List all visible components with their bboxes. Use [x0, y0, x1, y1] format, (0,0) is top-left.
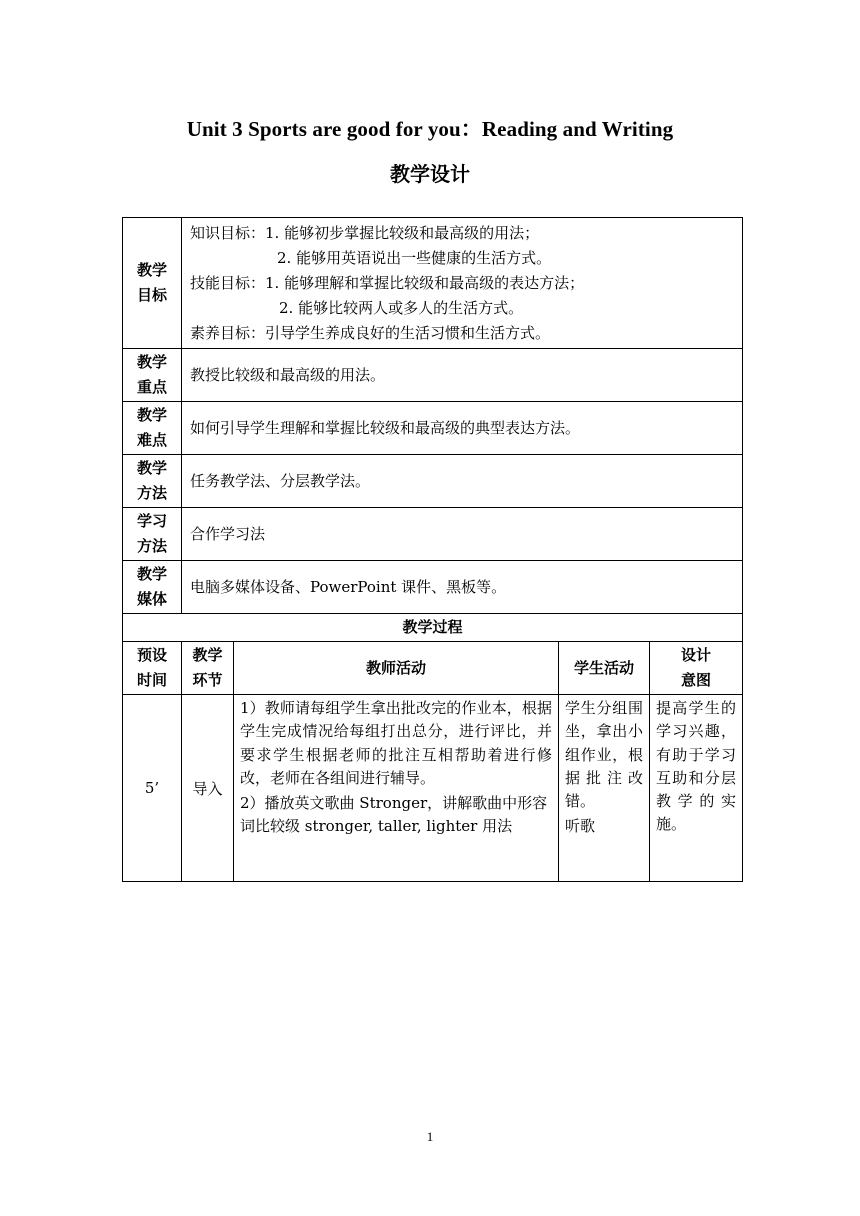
- objectives-row: [123, 218, 743, 349]
- row-label: 教学难点: [123, 402, 182, 455]
- document-title: Unit 3 Sports are good for you：Reading and Writing: [186, 117, 674, 141]
- teacher-activity-1: 1）教师请每组学生拿出批改完的作业本，根据学生完成情况给每组打出总分，进行评比，并要求学生根据老师的批注互相帮助着进行修改，老师在各组间进行辅导。: [240, 699, 552, 787]
- column-header-teacher: 教师活动: [234, 642, 559, 695]
- row-label: 学习方法: [123, 508, 182, 561]
- row-content: 教授比较级和最高级的用法。: [182, 349, 743, 402]
- objective-line: 素养目标：引导学生养成良好的生活习惯和生活方式。: [190, 323, 551, 342]
- teacher-activity-2: 2）播放英文歌曲 Stronger，讲解歌曲中形容词比较级 stronger, taller, lighter 用法: [240, 794, 548, 836]
- process-header-row: [123, 614, 743, 642]
- row-content: 任务教学法、分层教学法。: [182, 455, 743, 508]
- teaching-methods-row: [123, 455, 743, 508]
- teaching-media-row: [123, 561, 743, 614]
- cell-student-activity: [559, 695, 650, 882]
- row-label: 教学重点: [123, 349, 182, 402]
- student-activity-2: 听歌: [565, 817, 596, 836]
- lesson-plan-table: [122, 217, 743, 882]
- column-header-intent: 设计意图: [650, 642, 743, 695]
- process-row: [123, 695, 743, 882]
- difficulties-row: [123, 402, 743, 455]
- objective-line: 2. 能够用英语说出一些健康的生活方式。: [277, 248, 552, 267]
- key-points-row: [123, 349, 743, 402]
- row-content: 合作学习法: [182, 508, 743, 561]
- learning-methods-row: [123, 508, 743, 561]
- student-activity-1: 学生分组围坐，拿出小组作业，根据批注改错。: [565, 699, 643, 811]
- page-number: 1: [426, 1129, 434, 1144]
- row-label: 教学媒体: [123, 561, 182, 614]
- objectives-label: 教学目标: [123, 218, 182, 349]
- column-header-student: 学生活动: [559, 642, 650, 695]
- document-subtitle: 教学设计: [390, 162, 470, 186]
- objective-line: 技能目标：1. 能够理解和掌握比较级和最高级的表达方法；: [190, 273, 585, 292]
- row-label: 教学方法: [123, 455, 182, 508]
- objectives-content: [182, 218, 743, 349]
- column-header-stage: 教学环节: [182, 642, 234, 695]
- cell-time: 5’: [123, 695, 182, 882]
- row-content: 如何引导学生理解和掌握比较级和最高级的典型表达方法。: [182, 402, 743, 455]
- row-content: 电脑多媒体设备、PowerPoint 课件、黑板等。: [182, 561, 743, 614]
- design-intent-text: 提高学生的学习兴趣，有助于学习互助和分层教学的实施。: [656, 699, 737, 834]
- process-columns-row: [123, 642, 743, 695]
- cell-design-intent: [650, 695, 743, 882]
- column-header-time: 预设时间: [123, 642, 182, 695]
- cell-teacher-activity: [234, 695, 559, 882]
- process-header: 教学过程: [123, 614, 743, 642]
- cell-stage: 导入: [182, 695, 234, 882]
- objective-line: 2. 能够比较两人或多人的生活方式。: [279, 298, 524, 317]
- objective-line: 知识目标：1. 能够初步掌握比较级和最高级的用法；: [190, 223, 540, 242]
